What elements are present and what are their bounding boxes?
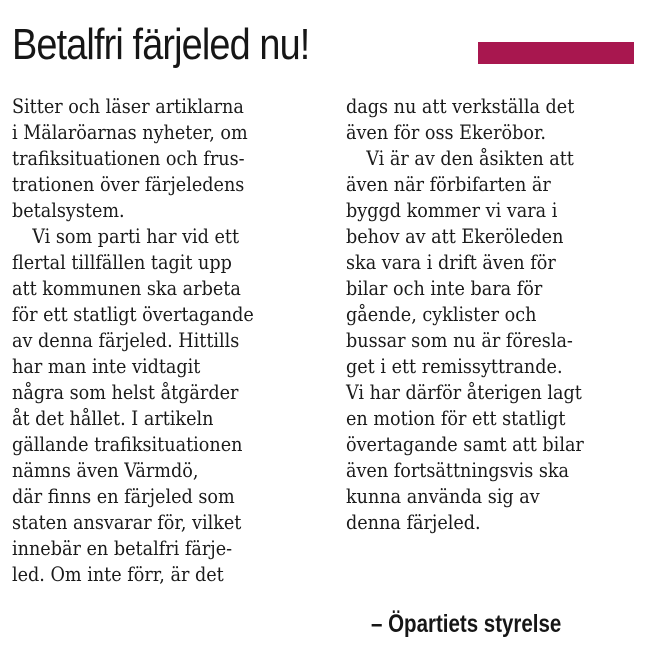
body-line: byggd kommer vi vara i (346, 198, 558, 222)
body-line: en motion för ett statligt (346, 406, 566, 430)
body-line: staten ansvarar för, vilket (12, 510, 242, 534)
body-line: bilar och inte bara för (346, 276, 543, 300)
body-line: behov av att Ekeröleden (346, 224, 564, 248)
body-line: denna färjeled. (346, 510, 481, 534)
body-line: även när förbifarten är (346, 172, 551, 196)
body-line: att kommunen ska arbeta (12, 276, 241, 300)
body-line: för ett statligt övertagande (12, 302, 254, 326)
body-line: även för oss Ekeröbor. (346, 120, 547, 144)
body-line: några som helst åtgärder (12, 380, 239, 404)
article-headline: Betalfri färjeled nu! (12, 20, 310, 69)
body-line: Vi som parti har vid ett (32, 224, 240, 248)
body-line: innebär en betalfri färje- (12, 536, 233, 560)
body-line: flertal tillfällen tagit upp (12, 250, 232, 274)
body-line: Vi är av den åsikten att (366, 146, 574, 170)
body-line: åt det hållet. I artikeln (12, 406, 214, 430)
body-line: betalsystem. (12, 198, 125, 222)
article-signature: – Öpartiets styrelse (371, 610, 562, 638)
body-line: Sitter och läser artiklarna (12, 94, 244, 118)
text-column-right (346, 93, 646, 535)
body-line: Vi har därför återigen lagt (346, 380, 582, 404)
body-line: gående, cyklister och (346, 302, 537, 326)
body-line: trationen över färjeledens (12, 172, 245, 196)
body-line: nämns även Värmdö, (12, 458, 199, 482)
body-line: även fortsättningsvis ska (346, 458, 570, 482)
body-line: get i ett remissyttrande. (346, 354, 563, 378)
body-line: gällande trafiksituationen (12, 432, 243, 456)
body-line: av denna färjeled. Hittills (12, 328, 240, 352)
body-line: ska vara i drift även för (346, 250, 556, 274)
body-line: bussar som nu är föresla- (346, 328, 573, 352)
text-column-left (12, 93, 312, 587)
body-line: övertagande samt att bilar (346, 432, 584, 456)
body-line: i Mälaröarnas nyheter, om (12, 120, 248, 144)
body-line: kunna använda sig av (346, 484, 540, 508)
accent-bar (478, 42, 634, 64)
body-line: led. Om inte förr, är det (12, 562, 224, 586)
body-line: trafiksituationen och frus- (12, 146, 245, 170)
body-line: dags nu att verkställa det (346, 94, 575, 118)
body-line: har man inte vidtagit (12, 354, 201, 378)
body-line: där finns en färjeled som (12, 484, 235, 508)
